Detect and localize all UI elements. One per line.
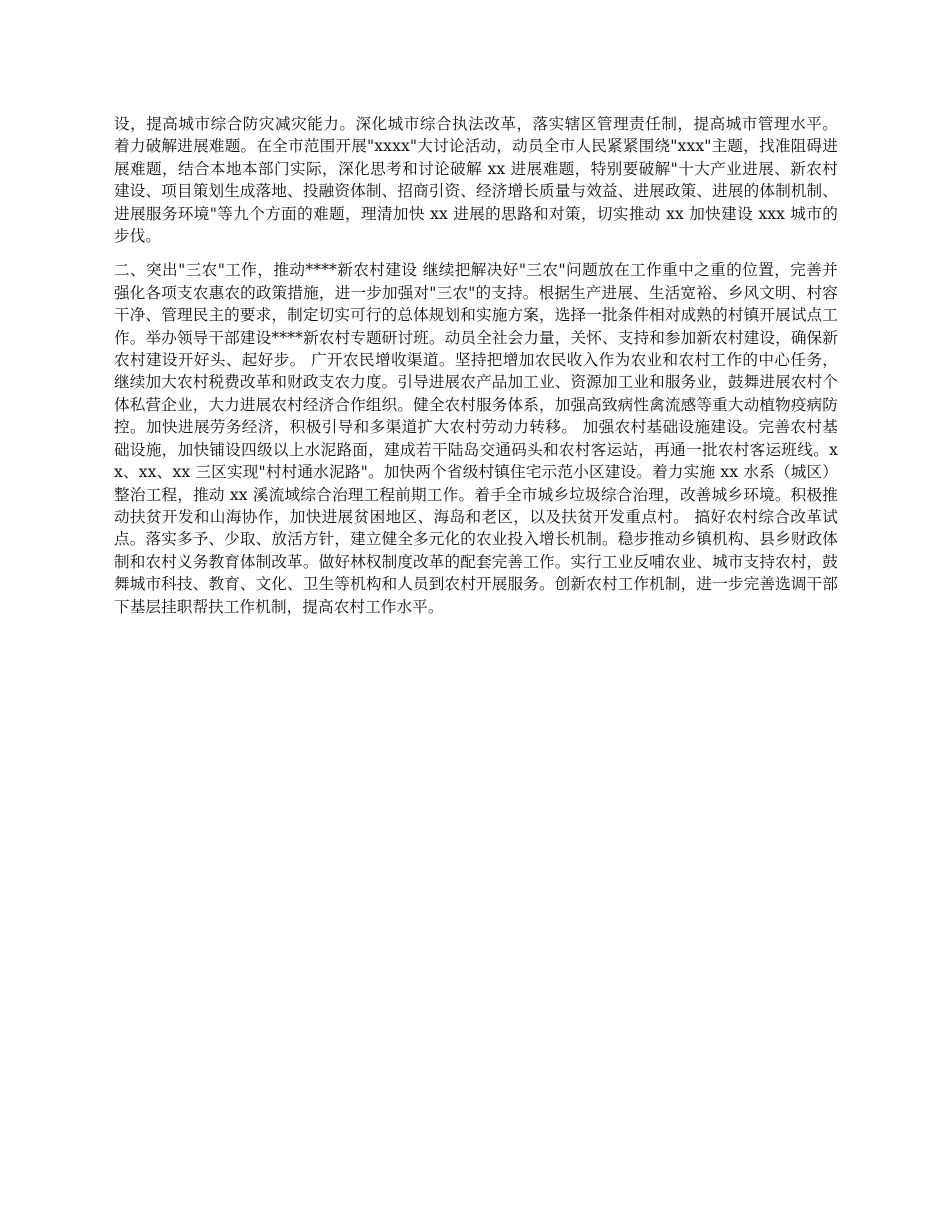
document-body [114, 113, 838, 618]
paragraph-rural-work: 二、突出"三农"工作，推动****新农村建设 继续把解决好"三农"问题放在工作重中之重的位置，完善并强化各项支农惠农的政策措施，进一步加强对"三农"的支持。根据生产进展、生活宽裕、乡风文明、村容干净、管理民主的要求，制定切实可行的总体规划和实施方案，选择一批条件相对成熟的村镇开展试点工作。举办领导干部建设****新农村专题研讨班。动员全社会力量，关怀、支持和参加新农村建设，确保新农村建设开好头、起好步。 广开农民增收渠道。坚持把增加农民收入作为农业和农村工作的中心任务，继续加大农村税费改革和财政支农力度。引导进展农产品加工业、资源加工业和服务业，鼓舞进展农村个体私营企业，大力进展农村经济合作组织。健全农村服务体系，加强高致病性禽流感等重大动植物疫病防控。加快进展劳务经济，积极引导和多渠道扩大农村劳动力转移。 加强农村基础设施建设。完善农村基础设施，加快铺设四级以上水泥路面，建成若干陆岛交通码头和农村客运站，再通一批农村客运班线。xx、xx、xx 三区实现"村村通水泥路"。加快两个省级村镇住宅示范小区建设。着力实施 xx 水系（城区）整治工程，推动 xx 溪流域综合治理工程前期工作。着手全市城乡垃圾综合治理，改善城乡环境。积极推动扶贫开发和山海协作，加快进展贫困地区、海岛和老区，以及扶贫开发重点村。 搞好农村综合改革试点。落实多予、少取、放活方针，建立健全多元化的农业投入增长机制。稳步推动乡镇机构、县乡财政体制和农村义务教育体制改革。做好林权制度改革的配套完善工作。实行工业反哺农业、城市支持农村，鼓舞城市科技、教育、文化、卫生等机构和人员到农村开展服务。创新农村工作机制，进一步完善选调干部下基层挂职帮扶工作机制，提高农村工作水平。 [114, 261, 838, 616]
paragraph-urban-management: 设，提高城市综合防灾减灾能力。深化城市综合执法改革，落实辖区管理责任制，提高城市管理水平。 着力破解进展难题。在全市范围开展"xxxx"大讨论活动，动员全市人民紧紧围绕"xxx"主题，找准阻碍进展难题，结合本地本部门实际，深化思考和讨论破解 xx 进展难题，特别要破解"十大产业进展、新农村建设、项目策划生成落地、投融资体制、招商引资、经济增长质量与效益、进展政策、进展的体制机制、进展服务环境"等九个方面的难题，理清加快 xx 进展的思路和对策，切实推动 xx 加快建设 xxx 城市的步伐。 [114, 115, 838, 246]
